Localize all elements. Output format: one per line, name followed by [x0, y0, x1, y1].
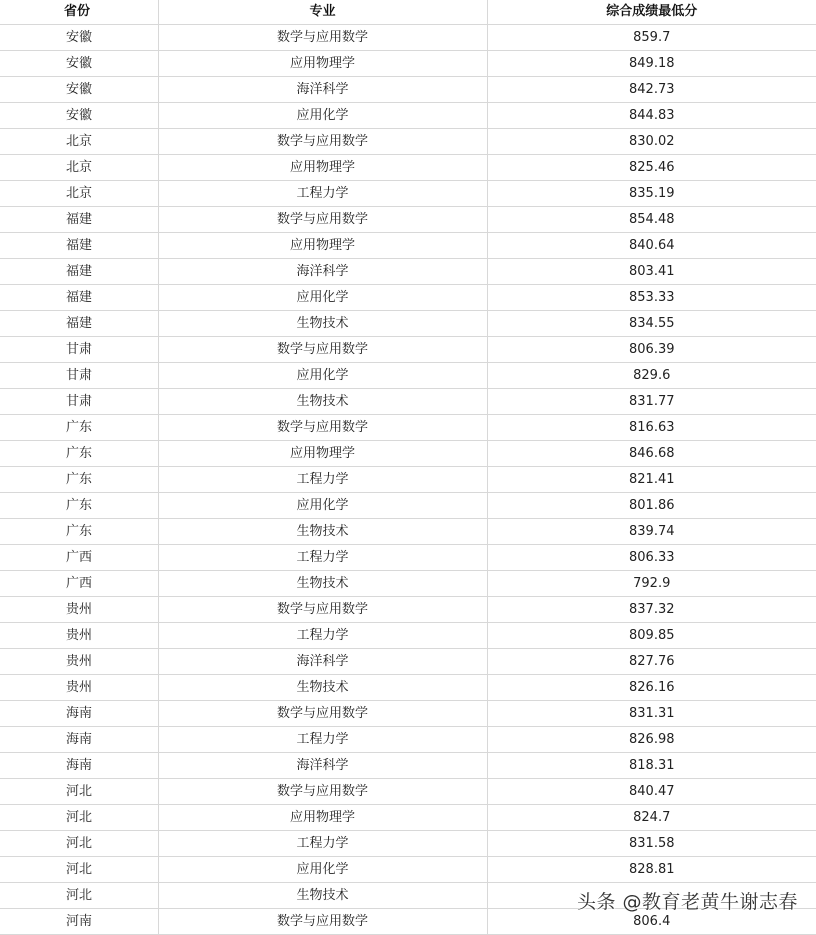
cell-province: 广东 [0, 415, 158, 441]
cell-min-score: 826.16 [487, 675, 816, 701]
cell-min-score: 824.7 [487, 805, 816, 831]
table-row [0, 467, 816, 493]
cell-min-score: 806.4 [487, 909, 816, 935]
cell-province: 河北 [0, 779, 158, 805]
cell-major: 应用化学 [158, 857, 487, 883]
cell-min-score: 853.33 [487, 285, 816, 311]
cell-min-score: 846.68 [487, 441, 816, 467]
table-row [0, 259, 816, 285]
cell-major: 工程力学 [158, 831, 487, 857]
cell-min-score: 849.18 [487, 51, 816, 77]
cell-province: 海南 [0, 701, 158, 727]
cell-province: 福建 [0, 285, 158, 311]
cell-min-score: 844.83 [487, 103, 816, 129]
table-row [0, 77, 816, 103]
cell-min-score: 840.64 [487, 233, 816, 259]
cell-min-score: 825.46 [487, 155, 816, 181]
cell-min-score: 831.31 [487, 701, 816, 727]
cell-major: 海洋科学 [158, 649, 487, 675]
cell-province: 福建 [0, 311, 158, 337]
cell-major: 生物技术 [158, 311, 487, 337]
table-row [0, 857, 816, 883]
table-row [0, 233, 816, 259]
cell-major: 数学与应用数学 [158, 909, 487, 935]
table-row [0, 779, 816, 805]
cell-min-score: 792.9 [487, 571, 816, 597]
table-row [0, 51, 816, 77]
cell-min-score: 830.02 [487, 129, 816, 155]
table-row [0, 363, 816, 389]
header-major: 专业 [158, 0, 487, 25]
table-row [0, 805, 816, 831]
table-row [0, 571, 816, 597]
cell-province: 福建 [0, 207, 158, 233]
cell-province: 海南 [0, 753, 158, 779]
cell-min-score: 839.74 [487, 519, 816, 545]
table-row [0, 285, 816, 311]
cell-major: 数学与应用数学 [158, 25, 487, 51]
cell-province: 安徽 [0, 77, 158, 103]
cell-min-score: 859.7 [487, 25, 816, 51]
cell-min-score: 827.76 [487, 649, 816, 675]
header-row [0, 0, 816, 25]
cell-major: 数学与应用数学 [158, 701, 487, 727]
cell-province: 贵州 [0, 675, 158, 701]
table-row [0, 831, 816, 857]
cell-major: 海洋科学 [158, 77, 487, 103]
cell-min-score: 831.58 [487, 831, 816, 857]
cell-province: 甘肃 [0, 363, 158, 389]
cell-min-score: 806.33 [487, 545, 816, 571]
cell-major: 应用物理学 [158, 51, 487, 77]
table-row [0, 753, 816, 779]
cell-min-score: 818.31 [487, 753, 816, 779]
cell-major: 工程力学 [158, 181, 487, 207]
cell-province: 北京 [0, 155, 158, 181]
cell-major: 应用物理学 [158, 441, 487, 467]
table-row [0, 675, 816, 701]
cell-major: 应用化学 [158, 103, 487, 129]
cell-major: 应用物理学 [158, 805, 487, 831]
header-province: 省份 [0, 0, 158, 25]
watermark: 头条 @教育老黄牛谢志春 [576, 891, 798, 913]
cell-major: 数学与应用数学 [158, 415, 487, 441]
cell-major: 数学与应用数学 [158, 129, 487, 155]
cell-province: 河北 [0, 883, 158, 909]
cell-min-score: 840.47 [487, 779, 816, 805]
cell-province: 北京 [0, 181, 158, 207]
header-min-score: 综合成绩最低分 [487, 0, 816, 25]
cell-province: 河北 [0, 857, 158, 883]
table-row [0, 25, 816, 51]
cell-major: 生物技术 [158, 389, 487, 415]
cell-min-score: 809.85 [487, 623, 816, 649]
cell-province: 河北 [0, 831, 158, 857]
table-row [0, 545, 816, 571]
cell-province: 贵州 [0, 623, 158, 649]
cell-min-score: 816.63 [487, 415, 816, 441]
cell-major: 生物技术 [158, 883, 487, 909]
table-row [0, 155, 816, 181]
cell-min-score: 854.48 [487, 207, 816, 233]
table-row [0, 519, 816, 545]
cell-province: 海南 [0, 727, 158, 753]
cell-major: 应用化学 [158, 363, 487, 389]
cell-province: 甘肃 [0, 337, 158, 363]
cell-major: 应用物理学 [158, 233, 487, 259]
table-row [0, 701, 816, 727]
cell-min-score: 828.81 [487, 857, 816, 883]
cell-min-score: 835.19 [487, 181, 816, 207]
cell-major: 生物技术 [158, 519, 487, 545]
cell-major: 应用物理学 [158, 155, 487, 181]
cell-major: 工程力学 [158, 623, 487, 649]
cell-province: 北京 [0, 129, 158, 155]
cell-major: 海洋科学 [158, 753, 487, 779]
cell-major: 海洋科学 [158, 259, 487, 285]
cell-min-score: 834.55 [487, 311, 816, 337]
table-row [0, 181, 816, 207]
cell-min-score: 803.41 [487, 259, 816, 285]
cell-min-score: 801.86 [487, 493, 816, 519]
cell-min-score: 837.32 [487, 597, 816, 623]
cell-major: 应用化学 [158, 285, 487, 311]
cell-province: 广东 [0, 467, 158, 493]
cell-min-score: 806.39 [487, 337, 816, 363]
table-row [0, 103, 816, 129]
table-row [0, 493, 816, 519]
cell-province: 广西 [0, 545, 158, 571]
cell-province: 广东 [0, 519, 158, 545]
cell-province: 广东 [0, 493, 158, 519]
cell-province: 福建 [0, 259, 158, 285]
cell-min-score: 821.41 [487, 467, 816, 493]
table-row [0, 311, 816, 337]
cell-major: 生物技术 [158, 571, 487, 597]
table-row [0, 337, 816, 363]
cell-major: 数学与应用数学 [158, 207, 487, 233]
cell-major: 工程力学 [158, 545, 487, 571]
table-row [0, 597, 816, 623]
table-row [0, 441, 816, 467]
table-row [0, 649, 816, 675]
cell-province: 广东 [0, 441, 158, 467]
table-row [0, 415, 816, 441]
cell-province: 甘肃 [0, 389, 158, 415]
cell-major: 工程力学 [158, 727, 487, 753]
cell-min-score: 831.77 [487, 389, 816, 415]
table-row [0, 207, 816, 233]
cell-min-score: 826.98 [487, 727, 816, 753]
cell-province: 河北 [0, 805, 158, 831]
cell-province: 广西 [0, 571, 158, 597]
cell-province: 福建 [0, 233, 158, 259]
cell-province: 贵州 [0, 649, 158, 675]
cell-province: 贵州 [0, 597, 158, 623]
cell-province: 安徽 [0, 103, 158, 129]
cell-province: 安徽 [0, 51, 158, 77]
cell-major: 生物技术 [158, 675, 487, 701]
cell-province: 安徽 [0, 25, 158, 51]
cell-major: 应用化学 [158, 493, 487, 519]
cell-min-score: 842.73 [487, 77, 816, 103]
cell-major: 数学与应用数学 [158, 597, 487, 623]
cell-min-score: 829.6 [487, 363, 816, 389]
table-row [0, 623, 816, 649]
cell-major: 数学与应用数学 [158, 337, 487, 363]
table-row [0, 129, 816, 155]
cell-province: 河南 [0, 909, 158, 935]
cell-major: 数学与应用数学 [158, 779, 487, 805]
cell-major: 工程力学 [158, 467, 487, 493]
table-row [0, 389, 816, 415]
table-row [0, 727, 816, 753]
